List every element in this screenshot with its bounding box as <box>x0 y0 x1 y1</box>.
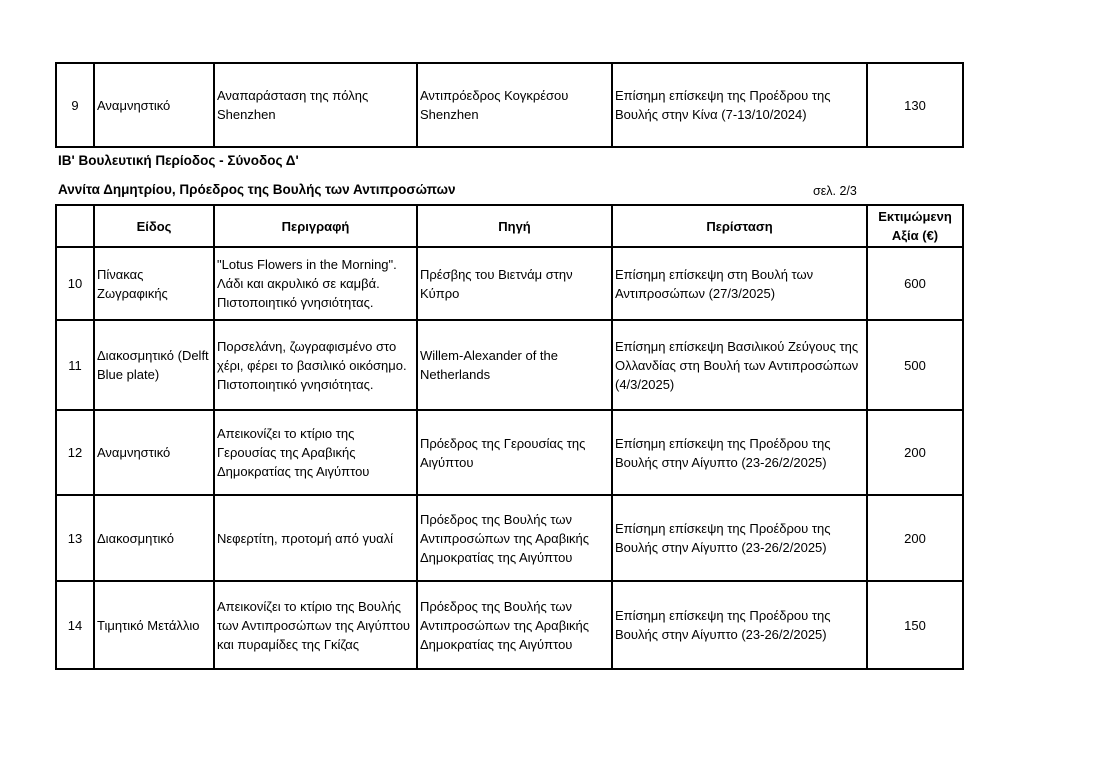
gift-source: Πρόεδρος της Γερουσίας της Αιγύπτου <box>417 410 612 495</box>
period-heading: ΙΒ' Βουλευτική Περίοδος - Σύνοδος Δ' <box>58 153 299 168</box>
header-number <box>56 205 94 247</box>
president-heading: Αννίτα Δημητρίου, Πρόεδρος της Βουλής των Αντιπροσώπων <box>58 182 456 197</box>
table-row <box>56 410 963 495</box>
gift-type: Πίνακας Ζωγραφικής <box>94 247 214 320</box>
gift-occasion: Επίσημη επίσκεψη της Προέδρου της Βουλής στην Αίγυπτο (23-26/2/2025) <box>612 410 867 495</box>
table-row <box>56 247 963 320</box>
gift-description: Απεικονίζει το κτίριο της Γερουσίας της Αραβικής Δημοκρατίας της Αιγύπτου <box>214 410 417 495</box>
gift-type: Αναμνηστικό <box>94 410 214 495</box>
gift-source: Πρόεδρος της Βουλής των Αντιπροσώπων της Αραβικής Δημοκρατίας της Αιγύπτου <box>417 581 612 669</box>
gift-description: Αναπαράσταση της πόλης Shenzhen <box>214 63 417 147</box>
gift-description: Νεφερτίτη, προτομή από γυαλί <box>214 495 417 581</box>
gift-value: 200 <box>867 410 963 495</box>
gift-description: Απεικονίζει το κτίριο της Βουλής των Αντιπροσώπων της Αιγύπτου και πυραμίδες της Γκίζας <box>214 581 417 669</box>
gift-source: Πρέσβης του Βιετνάμ στην Κύπρο <box>417 247 612 320</box>
header-occasion: Περίσταση <box>612 205 867 247</box>
gift-value: 600 <box>867 247 963 320</box>
row-number: 14 <box>56 581 94 669</box>
table-row <box>56 581 963 669</box>
header-source: Πηγή <box>417 205 612 247</box>
row-number: 13 <box>56 495 94 581</box>
gift-source: Αντιπρόεδρος Κογκρέσου Shenzhen <box>417 63 612 147</box>
gifts-table <box>55 204 964 670</box>
gift-value: 150 <box>867 581 963 669</box>
table-row <box>56 495 963 581</box>
gift-description: "Lotus Flowers in the Morning". Λάδι και ακρυλικό σε καμβά. Πιστοποιητικό γνησιότητας. <box>214 247 417 320</box>
gift-occasion: Επίσημη επίσκεψη στη Βουλή των Αντιπροσώπων (27/3/2025) <box>612 247 867 320</box>
gift-occasion: Επίσημη επίσκεψη Βασιλικού Ζεύγους της Ολλανδίας στη Βουλή των Αντιπροσώπων (4/3/2025) <box>612 320 867 410</box>
gift-type: Τιμητικό Μετάλλιο <box>94 581 214 669</box>
gift-value: 200 <box>867 495 963 581</box>
gift-occasion: Επίσημη επίσκεψη της Προέδρου της Βουλής στην Κίνα (7-13/10/2024) <box>612 63 867 147</box>
gift-occasion: Επίσημη επίσκεψη της Προέδρου της Βουλής στην Αίγυπτο (23-26/2/2025) <box>612 495 867 581</box>
gift-description: Πορσελάνη, ζωγραφισμένο στο χέρι, φέρει το βασιλικό οικόσημο. Πιστοποιητικό γνησιότητας. <box>214 320 417 410</box>
gift-occasion: Επίσημη επίσκεψη της Προέδρου της Βουλής στην Αίγυπτο (23-26/2/2025) <box>612 581 867 669</box>
gift-value: 500 <box>867 320 963 410</box>
header-value: Εκτιμώμενη Αξία (€) <box>867 205 963 247</box>
page-number: σελ. 2/3 <box>813 184 857 198</box>
gift-type: Αναμνηστικό <box>94 63 214 147</box>
gift-source: Willem-Alexander of the Netherlands <box>417 320 612 410</box>
table-header-row <box>56 205 963 247</box>
table-row <box>56 320 963 410</box>
gift-value: 130 <box>867 63 963 147</box>
row-number: 12 <box>56 410 94 495</box>
gift-type: Διακοσμητικό (Delft Blue plate) <box>94 320 214 410</box>
header-description: Περιγραφή <box>214 205 417 247</box>
header-type: Είδος <box>94 205 214 247</box>
row-number: 11 <box>56 320 94 410</box>
row-number: 9 <box>56 63 94 147</box>
table-row <box>56 63 963 147</box>
gifts-table-continued <box>55 62 964 148</box>
row-number: 10 <box>56 247 94 320</box>
gift-type: Διακοσμητικό <box>94 495 214 581</box>
gift-source: Πρόεδρος της Βουλής των Αντιπροσώπων της Αραβικής Δημοκρατίας της Αιγύπτου <box>417 495 612 581</box>
